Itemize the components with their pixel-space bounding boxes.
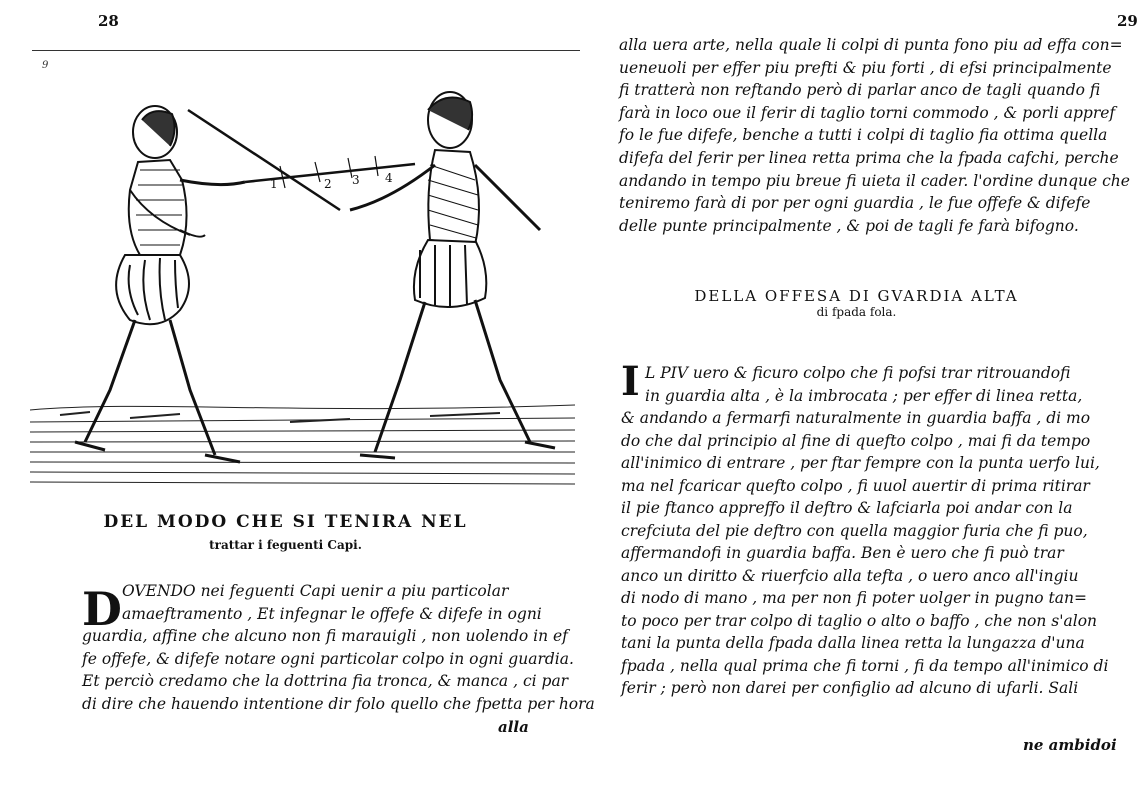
left-fencer-figure	[75, 106, 245, 462]
body-line: ma nel fcaricar quefto colpo , fi uuol auertir di prima ritirar	[621, 476, 1090, 495]
catchword: ne ambidoi	[1023, 736, 1117, 754]
section-heading: DEL MODO CHE SI TENIRA NEL	[103, 512, 468, 532]
body-text	[621, 358, 1131, 700]
measure-label-1: 1	[270, 177, 278, 191]
body-line: affermandofi in guardia baffa. Ben è uero che fi può trar	[621, 544, 1064, 562]
body-line: il pie ftanco appreffo il deftro & lafciarla poi andar con la	[621, 499, 1073, 517]
catchword: alla	[498, 718, 529, 736]
body-line: OVENDO nei feguenti Capi uenir a piu particolar	[122, 582, 509, 600]
page-number: 28	[98, 12, 119, 30]
header-rule	[32, 50, 580, 51]
section-heading: DELLA OFFESA DI GVARDIA ALTA	[694, 287, 1019, 305]
page-number: 29	[1117, 12, 1138, 30]
body-line: & andando a fermarfi naturalmente in guardia baffa , di mo	[621, 409, 1091, 427]
body-line: delle punte principalmente , & poi de tagli fe farà bifogno.	[619, 216, 1079, 235]
body-line: fe offefe, & difefe notare ogni particolar colpo in ogni guardia.	[82, 649, 574, 668]
body-line: crefciuta del pie deftro con quella maggior furia che fi puo,	[621, 521, 1088, 540]
body-line: fpada , nella qual prima che fi torni , fi da tempo all'inimico di	[621, 656, 1109, 675]
body-line: all'inimico di entrare , per ftar fempre con la punta uerfo lui,	[621, 454, 1100, 472]
crossed-swords	[188, 110, 415, 210]
measure-label-2: 2	[324, 177, 332, 191]
body-line: di nodo di mano , ma per non fi poter uolger in pugno tan=	[621, 589, 1087, 607]
body-line: teniremo farà di por per ogni guardia , le fue offefe & difefe	[619, 194, 1091, 213]
body-line: guardia, affine che alcuno non fi marauigli , non uolendo in ef	[82, 627, 568, 646]
ground-hatching	[30, 405, 575, 484]
body-line: Et perciò credamo che la dottrina fia tronca, & manca , ci par	[82, 672, 569, 691]
right-fencer-figure	[350, 92, 555, 458]
body-line: fi tratterà non reftando però di parlar anco de tagli quando fi	[619, 81, 1101, 100]
body-line: L PIV uero & ficuro colpo che fi pofsi trar ritrouandofi	[645, 364, 1071, 382]
continued-text	[619, 34, 1131, 237]
drop-cap: I	[621, 358, 640, 405]
measure-label-3: 3	[352, 173, 360, 187]
body-line: farà in loco oue il ferir di taglio torni commodo , & porli appref	[619, 103, 1116, 122]
body-line: alla uera arte, nella quale li colpi di punta fono piu ad effa con=	[619, 36, 1123, 54]
section-subheading: di fpada fola.	[816, 305, 897, 319]
body-line: amaeftramento , Et infegnar le offefe & difefe in ogni	[122, 604, 542, 623]
body-line: do che dal principio al fine di quefto colpo , mai fi da tempo	[621, 431, 1091, 450]
body-line: tani la punta della fpada dalla linea retta la lungazza d'una	[621, 634, 1085, 652]
body-line: ferir ; però non darei per configlio ad alcuno di ufarli. Sali	[621, 679, 1079, 697]
plate-mark: 9	[42, 60, 49, 71]
body-line: anco un diritto & riuerfcio alla tefta , o uero anco all'ingiu	[621, 566, 1079, 585]
body-line: difefa del ferir per linea retta prima che la fpada cafchi, perche	[619, 148, 1119, 167]
fencing-illustration	[30, 70, 575, 490]
body-line: in guardia alta , è la imbrocata ; per effer di linea retta,	[645, 386, 1083, 405]
drop-cap: D	[82, 582, 122, 636]
body-text	[82, 580, 595, 716]
body-line: di dire che hauendo intentione dir folo quello che fpetta per hora	[82, 694, 595, 713]
section-subheading: trattar i feguenti Capi.	[209, 538, 362, 552]
body-line: andando in tempo piu breue fi uieta il cader. l'ordine dunque che	[619, 171, 1130, 190]
measure-label-4: 4	[385, 171, 393, 185]
right-page	[571, 0, 1142, 800]
body-line: fo le fue difefe, benche a tutti i colpi di taglio fia ottima quella	[619, 126, 1108, 145]
body-line: ueneuoli per effer piu prefti & piu forti , di efsi principalmente	[619, 58, 1112, 77]
body-line: to poco per trar colpo di taglio o alto o baffo , che non s'alon	[621, 611, 1098, 630]
